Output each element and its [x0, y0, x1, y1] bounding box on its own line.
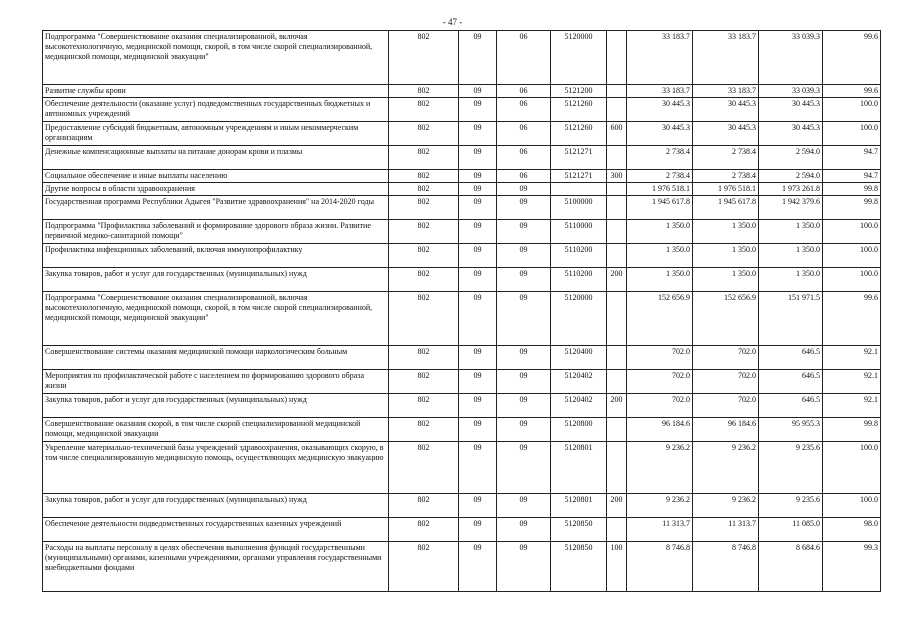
row-plan: 1 945 617.8: [627, 196, 693, 220]
row-section: 09: [459, 394, 497, 418]
row-percent: 100.0: [823, 494, 881, 518]
row-executed: 1 350.0: [759, 220, 823, 244]
row-plan: 2 738.4: [627, 170, 693, 183]
row-expense-type: [607, 85, 627, 98]
row-section: 09: [459, 346, 497, 370]
row-executed: 9 235.6: [759, 494, 823, 518]
row-name: Закупка товаров, работ и услуг для государственных (муниципальных) нужд: [43, 394, 389, 418]
row-ved: 802: [389, 220, 459, 244]
table-row: [43, 346, 881, 370]
row-expense-type: 200: [607, 394, 627, 418]
row-executed: 30 445.3: [759, 98, 823, 122]
row-refined: 33 183.7: [693, 31, 759, 85]
row-percent: 98.0: [823, 518, 881, 542]
row-target-item: 5120000: [551, 292, 607, 346]
row-section: 09: [459, 220, 497, 244]
row-percent: 92.1: [823, 346, 881, 370]
row-percent: 99.6: [823, 31, 881, 85]
row-percent: 99.8: [823, 183, 881, 196]
row-subsection: 09: [497, 394, 551, 418]
row-target-item: [551, 183, 607, 196]
row-refined: 1 976 518.1: [693, 183, 759, 196]
row-expense-type: [607, 346, 627, 370]
row-name: Укрепление материально-технической базы учреждений здравоохранения, оказывающих скорую, в том числе специализированную медицинскую помощь, осуществляющих медицинскую эвакуацию: [43, 442, 389, 494]
table-row: [43, 292, 881, 346]
table-row: [43, 170, 881, 183]
row-ved: 802: [389, 244, 459, 268]
row-percent: 99.8: [823, 418, 881, 442]
row-subsection: 09: [497, 268, 551, 292]
row-ved: 802: [389, 370, 459, 394]
row-ved: 802: [389, 442, 459, 494]
row-executed: 33 039.3: [759, 85, 823, 98]
row-expense-type: [607, 146, 627, 170]
row-ved: 802: [389, 518, 459, 542]
row-expense-type: 300: [607, 170, 627, 183]
row-executed: 1 942 379.6: [759, 196, 823, 220]
row-ved: 802: [389, 31, 459, 85]
row-refined: 1 350.0: [693, 268, 759, 292]
row-refined: 30 445.3: [693, 122, 759, 146]
row-plan: 702.0: [627, 370, 693, 394]
row-expense-type: [607, 98, 627, 122]
table-row: [43, 31, 881, 85]
row-section: 09: [459, 442, 497, 494]
row-target-item: 5121200: [551, 85, 607, 98]
row-subsection: 09: [497, 196, 551, 220]
row-refined: 2 738.4: [693, 170, 759, 183]
row-refined: 1 350.0: [693, 220, 759, 244]
row-subsection: 09: [497, 442, 551, 494]
row-target-item: 5110200: [551, 244, 607, 268]
row-subsection: 09: [497, 244, 551, 268]
table-row: [43, 442, 881, 494]
row-plan: 30 445.3: [627, 98, 693, 122]
row-name: Государственная программа Республики Адыгея "Развитие здравоохранения" на 2014-2020 годы: [43, 196, 389, 220]
row-subsection: 09: [497, 370, 551, 394]
row-percent: 99.8: [823, 196, 881, 220]
row-name: Мероприятия по профилактической работе с населением по формированию здорового образа жизни: [43, 370, 389, 394]
row-ved: 802: [389, 418, 459, 442]
table-row: [43, 85, 881, 98]
row-percent: 100.0: [823, 220, 881, 244]
row-subsection: 06: [497, 122, 551, 146]
row-section: 09: [459, 31, 497, 85]
row-subsection: 09: [497, 494, 551, 518]
row-section: 09: [459, 98, 497, 122]
table-row: [43, 196, 881, 220]
row-section: 09: [459, 418, 497, 442]
row-refined: 702.0: [693, 394, 759, 418]
row-percent: 92.1: [823, 370, 881, 394]
row-refined: 702.0: [693, 346, 759, 370]
row-section: 09: [459, 518, 497, 542]
row-name: Совершенствование системы оказания медицинской помощи наркологическим больным: [43, 346, 389, 370]
row-percent: 100.0: [823, 442, 881, 494]
row-name: Закупка товаров, работ и услуг для государственных (муниципальных) нужд: [43, 268, 389, 292]
row-executed: 2 594.0: [759, 146, 823, 170]
row-expense-type: 200: [607, 268, 627, 292]
row-ved: 802: [389, 292, 459, 346]
row-target-item: 5120850: [551, 518, 607, 542]
row-expense-type: [607, 196, 627, 220]
row-expense-type: [607, 31, 627, 85]
row-executed: 9 235.6: [759, 442, 823, 494]
row-subsection: 09: [497, 346, 551, 370]
row-name: Предоставление субсидий бюджетным, автономным учреждениям и иным некоммерческим организациям: [43, 122, 389, 146]
row-target-item: 5120000: [551, 31, 607, 85]
table-row: [43, 98, 881, 122]
row-percent: 100.0: [823, 244, 881, 268]
table-row: [43, 370, 881, 394]
row-subsection: 09: [497, 418, 551, 442]
row-executed: 8 684.6: [759, 542, 823, 592]
row-plan: 30 445.3: [627, 122, 693, 146]
row-ved: 802: [389, 346, 459, 370]
row-subsection: 06: [497, 146, 551, 170]
row-ved: 802: [389, 494, 459, 518]
row-target-item: 5120800: [551, 418, 607, 442]
row-percent: 99.6: [823, 85, 881, 98]
row-executed: 1 350.0: [759, 244, 823, 268]
table-row: [43, 418, 881, 442]
row-target-item: 5120400: [551, 346, 607, 370]
row-name: Расходы на выплаты персоналу в целях обеспечения выполнения функций государственными (муниципальными) органами, казенными учреждениями, органами управления государственными внебюджетными фондами: [43, 542, 389, 592]
row-plan: 9 236.2: [627, 494, 693, 518]
row-percent: 100.0: [823, 98, 881, 122]
row-refined: 30 445.3: [693, 98, 759, 122]
row-refined: 1 350.0: [693, 244, 759, 268]
table-row: [43, 268, 881, 292]
row-percent: 92.1: [823, 394, 881, 418]
row-plan: 33 183.7: [627, 85, 693, 98]
row-subsection: 09: [497, 220, 551, 244]
row-executed: 2 594.0: [759, 170, 823, 183]
row-plan: 1 976 518.1: [627, 183, 693, 196]
row-refined: 152 656.9: [693, 292, 759, 346]
row-section: 09: [459, 170, 497, 183]
row-target-item: 5120801: [551, 494, 607, 518]
page-number: - 47 -: [442, 17, 463, 27]
row-expense-type: [607, 183, 627, 196]
row-section: 09: [459, 244, 497, 268]
row-plan: 1 350.0: [627, 268, 693, 292]
row-refined: 8 746.8: [693, 542, 759, 592]
row-refined: 11 313.7: [693, 518, 759, 542]
row-expense-type: [607, 292, 627, 346]
row-section: 09: [459, 196, 497, 220]
row-name: Совершенствование оказания скорой, в том числе скорой специализированной медицинской помощи, медицинской эвакуации: [43, 418, 389, 442]
row-percent: 99.6: [823, 292, 881, 346]
table-row: [43, 183, 881, 196]
row-ved: 802: [389, 98, 459, 122]
row-expense-type: 100: [607, 542, 627, 592]
table-body: [43, 31, 881, 592]
row-refined: 9 236.2: [693, 494, 759, 518]
row-ved: 802: [389, 542, 459, 592]
row-percent: 94.7: [823, 170, 881, 183]
row-ved: 802: [389, 196, 459, 220]
row-plan: 9 236.2: [627, 442, 693, 494]
row-name: Обеспечение деятельности подведомственных государственных казенных учреждений: [43, 518, 389, 542]
row-plan: 11 313.7: [627, 518, 693, 542]
table-row: [43, 494, 881, 518]
row-ved: 802: [389, 85, 459, 98]
row-executed: 95 955.3: [759, 418, 823, 442]
row-target-item: 5121271: [551, 170, 607, 183]
table-row: [43, 146, 881, 170]
row-refined: 2 738.4: [693, 146, 759, 170]
row-subsection: 06: [497, 85, 551, 98]
row-executed: 646.5: [759, 346, 823, 370]
row-plan: 1 350.0: [627, 220, 693, 244]
row-section: 09: [459, 146, 497, 170]
row-name: Обеспечение деятельности (оказание услуг) подведомственных государственных бюджетных и автономных учреждений: [43, 98, 389, 122]
row-target-item: 5110000: [551, 220, 607, 244]
row-executed: 1 973 261.8: [759, 183, 823, 196]
row-plan: 152 656.9: [627, 292, 693, 346]
row-executed: 646.5: [759, 394, 823, 418]
row-expense-type: 600: [607, 122, 627, 146]
row-plan: 2 738.4: [627, 146, 693, 170]
row-section: 09: [459, 122, 497, 146]
row-target-item: 5100000: [551, 196, 607, 220]
row-expense-type: [607, 244, 627, 268]
table-row: [43, 518, 881, 542]
row-executed: 30 445.3: [759, 122, 823, 146]
row-executed: 1 350.0: [759, 268, 823, 292]
row-name: Денежные компенсационные выплаты на питание донорам крови и плазмы: [43, 146, 389, 170]
row-expense-type: [607, 220, 627, 244]
row-subsection: 06: [497, 170, 551, 183]
row-section: 09: [459, 292, 497, 346]
row-percent: 100.0: [823, 268, 881, 292]
row-section: 09: [459, 494, 497, 518]
row-expense-type: [607, 418, 627, 442]
row-executed: 151 971.5: [759, 292, 823, 346]
row-ved: 802: [389, 268, 459, 292]
table-row: [43, 244, 881, 268]
row-name: Профилактика инфекционных заболеваний, включая иммунопрофилактику: [43, 244, 389, 268]
row-subsection: 09: [497, 542, 551, 592]
row-ved: 802: [389, 170, 459, 183]
row-executed: 11 085.0: [759, 518, 823, 542]
row-subsection: 09: [497, 518, 551, 542]
row-expense-type: 200: [607, 494, 627, 518]
row-plan: 8 746.8: [627, 542, 693, 592]
row-plan: 96 184.6: [627, 418, 693, 442]
table-row: [43, 220, 881, 244]
row-name: Подпрограмма "Профилактика заболеваний и формирование здорового образа жизни. Развитие первичной медико-санитарной помощи": [43, 220, 389, 244]
row-ved: 802: [389, 122, 459, 146]
row-percent: 99.3: [823, 542, 881, 592]
row-section: 09: [459, 542, 497, 592]
row-plan: 702.0: [627, 394, 693, 418]
row-percent: 94.7: [823, 146, 881, 170]
row-plan: 702.0: [627, 346, 693, 370]
row-plan: 33 183.7: [627, 31, 693, 85]
row-target-item: 5121271: [551, 146, 607, 170]
table-row: [43, 542, 881, 592]
row-refined: 702.0: [693, 370, 759, 394]
row-ved: 802: [389, 183, 459, 196]
row-name: Социальное обеспечение и иные выплаты населению: [43, 170, 389, 183]
table-row: [43, 394, 881, 418]
row-name: Подпрограмма "Совершенствование оказания специализированной, включая высокотехнологичную, медицинской помощи, скорой, в том числе скорой специализированной, медицинской помощи, медицинской эвакуации": [43, 31, 389, 85]
row-expense-type: [607, 518, 627, 542]
row-expense-type: [607, 442, 627, 494]
row-target-item: 5120402: [551, 394, 607, 418]
row-subsection: 09: [497, 183, 551, 196]
row-ved: 802: [389, 146, 459, 170]
table-row: [43, 122, 881, 146]
row-refined: 33 183.7: [693, 85, 759, 98]
row-executed: 33 039.3: [759, 31, 823, 85]
row-target-item: 5121260: [551, 122, 607, 146]
row-refined: 9 236.2: [693, 442, 759, 494]
row-subsection: 09: [497, 292, 551, 346]
row-section: 09: [459, 268, 497, 292]
row-subsection: 06: [497, 98, 551, 122]
row-name: Подпрограмма "Совершенствование оказания специализированной, включая высокотехнологичную, медицинской помощи, скорой, в том числе скорой специализированной, медицинской помощи, медицинской эвакуации": [43, 292, 389, 346]
row-ved: 802: [389, 394, 459, 418]
row-expense-type: [607, 370, 627, 394]
row-name: Другие вопросы в области здравоохранения: [43, 183, 389, 196]
row-target-item: 5120402: [551, 370, 607, 394]
row-plan: 1 350.0: [627, 244, 693, 268]
row-target-item: 5120850: [551, 542, 607, 592]
row-refined: 1 945 617.8: [693, 196, 759, 220]
row-section: 09: [459, 85, 497, 98]
row-executed: 646.5: [759, 370, 823, 394]
row-target-item: 5121260: [551, 98, 607, 122]
row-name: Закупка товаров, работ и услуг для государственных (муниципальных) нужд: [43, 494, 389, 518]
row-name: Развитие службы крови: [43, 85, 389, 98]
row-refined: 96 184.6: [693, 418, 759, 442]
row-target-item: 5110200: [551, 268, 607, 292]
budget-table: [42, 30, 881, 592]
row-section: 09: [459, 370, 497, 394]
row-target-item: 5120801: [551, 442, 607, 494]
row-percent: 100.0: [823, 122, 881, 146]
row-subsection: 06: [497, 31, 551, 85]
row-section: 09: [459, 183, 497, 196]
